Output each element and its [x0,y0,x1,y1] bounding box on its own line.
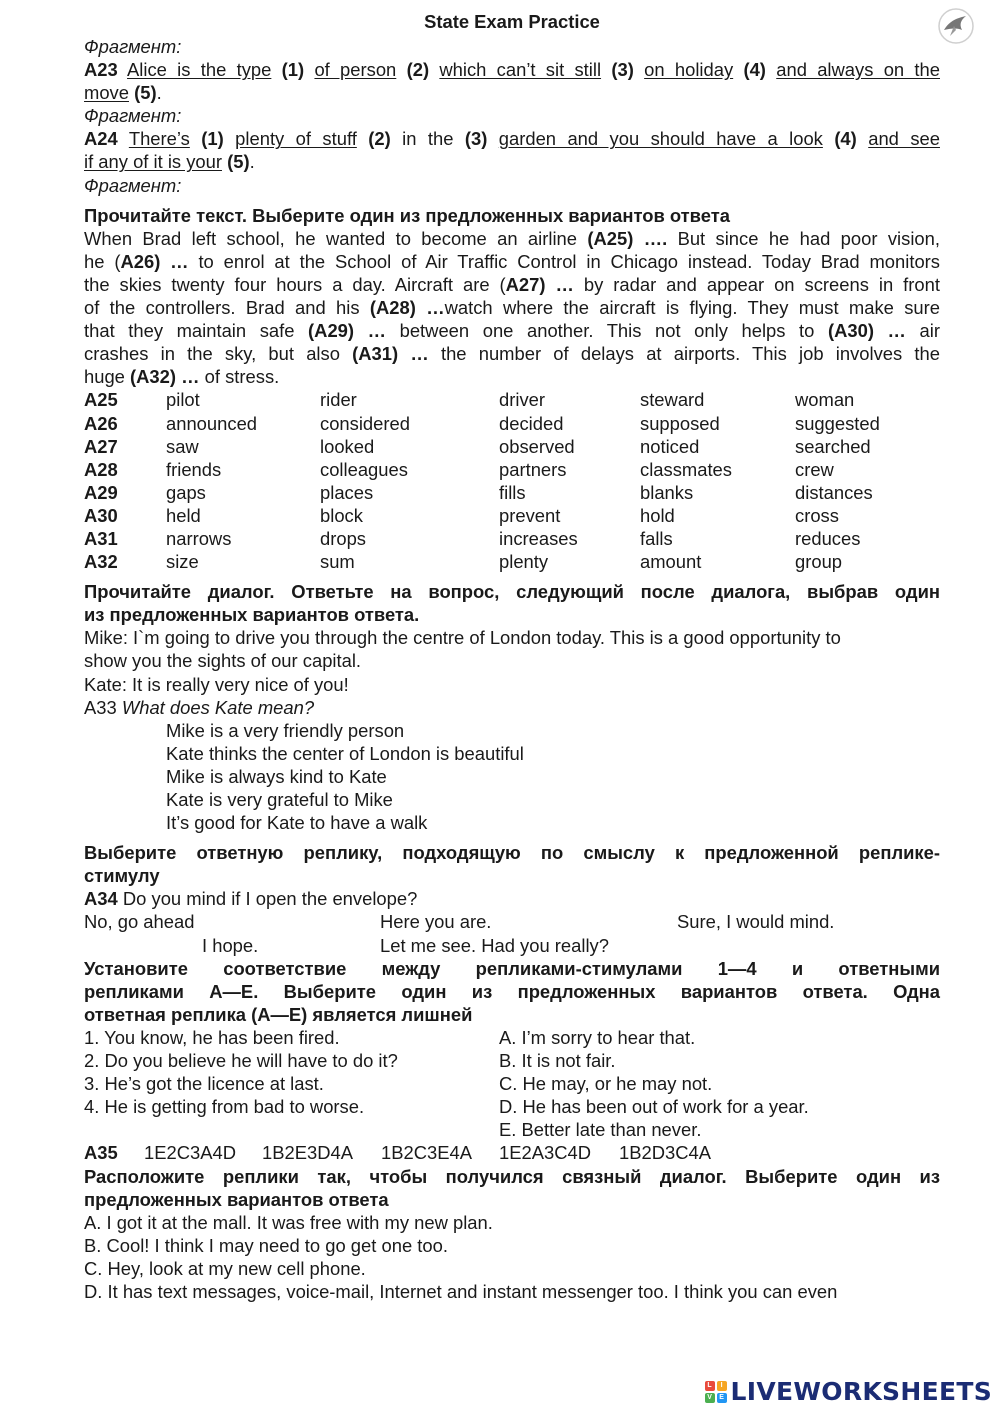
answer-option[interactable]: falls [640,527,673,549]
answer-option[interactable]: prevent [499,504,561,526]
bold-fragment: (2) [368,128,391,150]
option-row [84,550,940,573]
a33-answer-option[interactable]: Kate thinks the center of London is beautiful [166,742,524,764]
answer-option[interactable]: driver [499,389,545,411]
bold-fragment: (A32) … [130,366,200,388]
text-fragment: But since he had poor vision, [667,227,940,249]
a33-question [84,696,940,719]
a24-line-2 [84,150,940,173]
answer-option[interactable]: noticed [640,435,700,457]
a24-line-1 [84,127,940,150]
a34-option[interactable]: No, go ahead [84,911,195,933]
bold-fragment: (5) [227,151,250,173]
bird-icon [936,6,976,46]
text-fragment [823,128,834,149]
text-fragment: . [156,82,162,104]
worksheet-page [84,10,940,1303]
a35-option[interactable]: 1B2C3E4A [381,1142,472,1164]
answer-option[interactable]: classmates [640,458,732,480]
answer-option[interactable]: suggested [795,412,880,434]
fragment-label: Фрагмент: [84,36,182,57]
a35-options-row [84,1141,940,1164]
text-fragment [357,128,368,149]
bold-fragment: (2) [406,59,430,81]
response-item: E. Better late than never. [499,1119,702,1141]
reading-line [84,342,940,365]
a24-text [129,128,940,149]
answer-option[interactable]: looked [320,435,375,457]
a34-options-row-1 [84,910,940,933]
question-number: A26 [84,412,118,434]
option-row [84,458,940,481]
a36-instruction-2: предложенных вариантов ответа [84,1188,389,1210]
option-row [84,504,940,527]
answer-option[interactable]: friends [166,458,222,480]
question-number: A28 [84,458,118,480]
answer-option[interactable]: size [166,551,199,573]
a35-matching-grid [84,1026,940,1141]
answer-option[interactable]: distances [795,481,873,503]
bold-fragment: (A29) … [308,320,387,342]
answer-option[interactable]: woman [795,389,855,411]
bold-fragment: (A25) …. [587,227,668,249]
text-fragment [396,59,406,80]
reading-line [84,250,940,273]
text-fragment [601,59,611,80]
underlined-fragment: on holiday [644,59,734,81]
a34-option[interactable]: Sure, I would mind. [677,911,835,933]
stimulus-item: 4. He is getting from bad to worse. [84,1096,365,1118]
reading-line [84,365,940,388]
text-fragment [190,128,201,149]
a36-line: C. Hey, look at my new cell phone. [84,1257,366,1279]
a23-line-2 [84,81,940,104]
answer-option[interactable]: steward [640,389,705,411]
answer-option[interactable]: narrows [166,527,232,549]
a35-instruction-2: репликами А—Е. Выберите один из предложенных вариантов ответа. Одна [84,980,940,1002]
a23-text [127,59,940,80]
logo-text: LIVEWORKSHEETS [730,1377,992,1407]
reading-line [84,227,940,250]
answer-option[interactable]: sum [320,551,355,573]
a34-number: A34 [84,888,118,910]
answer-option[interactable]: observed [499,435,575,457]
answer-option[interactable]: pilot [166,389,200,411]
text-fragment [487,128,498,149]
dialog-instruction-1: Прочитайте диалог. Ответьте на вопрос, следующий после диалога, выбрав один [84,581,940,603]
answer-option[interactable]: drops [320,527,367,549]
text-fragment [429,59,439,80]
bold-fragment: (A30) … [827,320,906,342]
reading-text [84,227,940,389]
question-number: A27 [84,435,118,457]
text-fragment: the number of delays at airports. This job involves the [428,343,940,365]
bold-fragment: (A31) … [352,343,429,365]
text-fragment [857,128,868,149]
text-fragment: by radar and appear on screens in front [573,273,940,295]
bold-fragment: (5) [134,82,157,104]
a35-option[interactable]: 1E2C3A4D [144,1142,237,1164]
text-fragment [766,59,776,80]
a33-answer-option[interactable]: Mike is always kind to Kate [166,765,387,787]
underlined-fragment: Alice is the type [127,59,272,81]
reading-options-table [84,388,940,573]
underlined-fragment: of person [314,59,397,81]
answer-option[interactable]: blanks [640,481,694,503]
question-number: A25 [84,389,118,411]
a33-answers [84,719,940,834]
answer-option[interactable]: hold [640,504,675,526]
dialog-kate: Kate: It is really very nice of you! [84,673,349,695]
bold-fragment: (4) [743,59,766,81]
answer-option[interactable]: searched [795,435,871,457]
bold-fragment: (A28) … [369,297,445,319]
question-number: A32 [84,551,118,573]
answer-option[interactable]: considered [320,412,410,434]
a34-instruction-2: стимулу [84,865,160,887]
page-title: State Exam Practice [424,11,600,32]
answer-option[interactable]: plenty [499,551,549,573]
dialog-mike-2: show you the sights of our capital. [84,650,362,672]
question-number: A31 [84,527,118,549]
a23-line-1 [84,58,940,81]
reading-line [84,319,940,342]
underlined-fragment: and always on the [776,59,940,81]
a33-answer-option[interactable]: It’s good for Kate to have a walk [166,812,428,834]
underlined-fragment: which can’t sit still [439,59,602,81]
answer-option[interactable]: increases [499,527,578,549]
text-fragment: air [905,320,940,342]
fragment-label: Фрагмент: [84,105,182,127]
answer-option[interactable]: rider [320,389,357,411]
answer-option[interactable]: supposed [640,412,720,434]
answer-option[interactable]: places [320,481,374,503]
bold-fragment: (4) [834,128,857,150]
answer-option[interactable]: reduces [795,527,861,549]
bold-fragment: (3) [464,128,488,150]
text-fragment: he ( [84,250,121,272]
answer-option[interactable]: block [320,504,363,526]
answer-option[interactable]: group [795,551,843,573]
underlined-fragment: move [84,82,129,104]
text-fragment: . [249,151,255,173]
dialog-instruction-2: из предложенных вариантов ответа. [84,604,420,626]
answer-option[interactable]: crew [795,458,834,480]
text-fragment: between one another. This not only helps to [386,320,828,342]
response-item: C. He may, or he may not. [499,1073,713,1095]
a35-number: A35 [84,1142,118,1164]
a36-line: D. It has text messages, voice-mail, Internet and instant messenger too. I think you can even [84,1280,838,1302]
answer-option[interactable]: held [166,504,201,526]
answer-option[interactable]: announced [166,412,258,434]
a33-answer-option[interactable]: Kate is very grateful to Mike [166,789,393,810]
bold-fragment: (3) [611,59,634,81]
logo-tiles-icon: L I V E [705,1381,727,1403]
option-row [84,412,940,435]
bold-fragment: (1) [201,128,224,150]
underlined-fragment: and see [868,128,940,150]
question-number: A29 [84,481,118,503]
bold-fragment: (1) [281,59,305,81]
underlined-fragment: garden and you should have a look [498,128,823,150]
a34-text: Do you mind if I open the envelope? [122,888,418,910]
underlined-fragment: if any of it is your [84,151,222,173]
a35-option[interactable]: 1B2D3C4A [619,1142,712,1164]
text-fragment [271,59,281,80]
stimulus-item: 3. He’s got the licence at last. [84,1073,324,1095]
fragment-label: Фрагмент: [84,174,182,196]
question-number: A30 [84,504,118,526]
response-item: D. He has been out of work for a year. [499,1096,809,1118]
answer-option[interactable]: decided [499,412,564,434]
answer-option[interactable]: colleagues [320,458,408,480]
option-row [84,388,940,411]
a23-number: A23 [84,59,118,81]
a33-number: A33 [84,696,117,718]
stimulus-item: 2. Do you believe he will have to do it? [84,1050,398,1072]
liveworksheets-logo[interactable] [705,1377,992,1407]
answer-option[interactable]: partners [499,458,567,480]
text-fragment: to enrol at the School of Air Traffic Control in Chicago instead. Today Brad monitors [188,250,940,272]
option-row [84,481,940,504]
option-row [84,527,940,550]
text-fragment: huge [84,366,131,388]
response-item: B. It is not fair. [499,1050,616,1072]
text-fragment: of stress. [199,366,280,388]
a36-line: A. I got it at the mall. It was free with my new plan. [84,1211,493,1233]
text-fragment [634,59,644,80]
dialog-mike-1: Mike: I`m going to drive you through the centre of London today. This is a good opportunity to [84,627,841,649]
text-fragment [733,59,743,80]
bold-fragment: A27) … [505,273,574,295]
text-fragment: crashes in the sky, but also [84,343,353,365]
a34-option[interactable]: I hope. [202,934,259,956]
a34-options-row-2 [84,934,940,957]
answer-option[interactable]: cross [795,504,839,526]
text-fragment: watch where the aircraft is flying. They must make sure [444,297,940,319]
text-fragment [304,59,314,80]
a34-option[interactable]: Here you are. [380,911,492,933]
underlined-fragment: plenty of stuff [235,128,357,150]
a36-instruction-1: Расположите реплики так, чтобы получился связный диалог. Выберите один из [84,1165,940,1187]
underlined-fragment: There’s [128,128,190,150]
a35-option[interactable]: 1B2E3D4A [262,1142,353,1164]
answer-option[interactable]: amount [640,551,702,573]
answer-option[interactable]: gaps [166,481,206,503]
a34-option[interactable]: Let me see. Had you really? [380,934,609,956]
answer-option[interactable]: fills [499,481,526,503]
a24-number: A24 [84,128,118,150]
answer-option[interactable]: saw [166,435,199,457]
bold-fragment: A26) … [120,250,189,272]
response-item: A. I’m sorry to hear that. [499,1026,696,1048]
text-fragment: When Brad left school, he wanted to become an airline [84,227,588,249]
a33-text: What does Kate mean? [121,696,315,718]
reading-instruction: Прочитайте текст. Выберите один из предложенных вариантов ответа [84,204,730,226]
text-fragment: that they maintain safe [84,320,309,342]
a34-question [84,887,940,910]
text-fragment: of the controllers. Brad and his [84,297,370,319]
text-fragment [224,128,235,149]
a35-instruction-1: Установите соответствие между репликами-стимулами 1—4 и ответными [84,957,940,979]
text-fragment: in the [390,128,465,150]
a35-option[interactable]: 1E2A3C4D [499,1142,592,1164]
option-row [84,435,940,458]
a36-line: B. Cool! I think I may need to go get one too. [84,1234,448,1256]
a33-answer-option[interactable]: Mike is a very friendly person [166,719,405,741]
text-fragment: the skies twenty four hours a day. Aircraft are ( [84,273,506,295]
a34-instruction-1: Выберите ответную реплику, подходящую по смыслу к предложенной реплике- [84,842,940,864]
a35-instruction-3: ответная реплика (А—Е) является лишней [84,1003,473,1025]
reading-line [84,273,940,296]
stimulus-item: 1. You know, he has been fired. [84,1026,340,1048]
reading-line [84,296,940,319]
